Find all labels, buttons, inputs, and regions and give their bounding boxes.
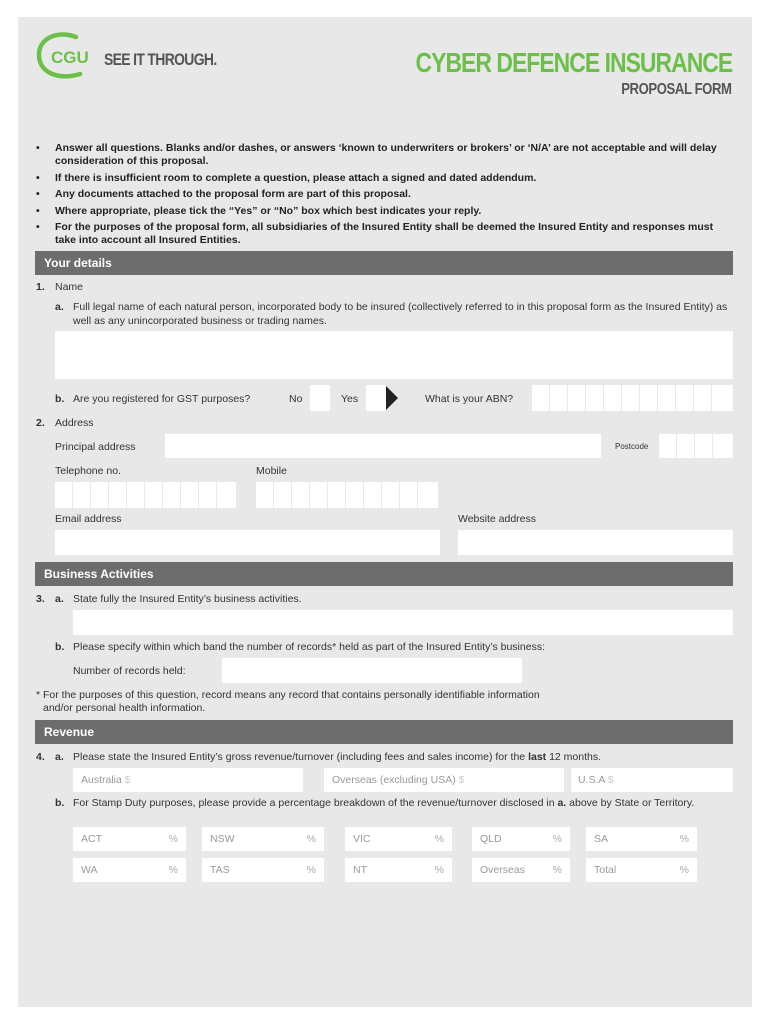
abn-label: What is your ABN? (425, 393, 514, 405)
state-label: QLD (480, 833, 502, 845)
state-label: WA (81, 864, 98, 876)
question-label: Name (55, 281, 84, 293)
state-label: VIC (353, 833, 371, 845)
business-activities-field[interactable] (73, 610, 733, 635)
subquestion-letter: a. (55, 751, 64, 763)
no-label: No (289, 393, 303, 405)
instructions-list (36, 142, 726, 251)
cgu-logo (36, 32, 104, 80)
instruction-item: • Where appropriate, please tick the “Yes” or “No” box which best indicates your reply. (36, 205, 726, 218)
state-label: TAS (210, 864, 230, 876)
footnote: and/or personal health information. (43, 702, 206, 714)
question-text: Full legal name of each natural person, incorporated body to be insured (collectively referred to in this proposal form as the Insured Entity) as well as any unincorporated business or trading names. (73, 301, 728, 327)
percent-sign: % (679, 833, 689, 845)
question-text: Are you registered for GST purposes? (73, 393, 251, 405)
section-header-business-activities: Business Activities (35, 562, 733, 586)
percent-sign: % (679, 864, 689, 876)
records-label: Number of records held: (73, 665, 186, 677)
records-held-field[interactable] (222, 658, 522, 683)
revenue-usa-field[interactable] (571, 768, 733, 792)
state-label: NSW (210, 833, 235, 845)
subquestion-letter: a. (55, 593, 64, 605)
question-number: 3. (36, 593, 45, 605)
website-label: Website address (458, 513, 537, 525)
percent-sign: % (306, 864, 316, 876)
state-field-overseas[interactable] (472, 858, 570, 882)
percent-sign: % (552, 864, 562, 876)
state-field-sa[interactable] (586, 827, 697, 851)
instruction-item: • Answer all questions. Blanks and/or dashes, or answers ‘known to underwriters or brokers’ or ‘N/A’ are not acceptable and will delay consideration of this proposal. (36, 142, 726, 168)
state-field-vic[interactable] (345, 827, 452, 851)
instruction-item: • For the purposes of the proposal form, all subsidiaries of the Insured Entity shall be deemed the Insured Entity and responses must take into account all Insured Entities. (36, 221, 726, 247)
postcode-label: Postcode (615, 442, 649, 451)
state-label: Total (594, 864, 617, 876)
question-number: 2. (36, 417, 45, 429)
usa-label: U.S.A $ (578, 774, 614, 786)
state-label: ACT (81, 833, 102, 845)
australia-label: Australia $ (81, 774, 131, 786)
question-text: State fully the Insured Entity’s business activities. (73, 593, 302, 605)
email-label: Email address (55, 513, 122, 525)
state-label: Overseas (480, 864, 525, 876)
form-subtitle: PROPOSAL FORM (621, 81, 732, 98)
brand-slogan: SEE IT THROUGH. (104, 50, 217, 69)
mobile-label: Mobile (256, 465, 287, 477)
revenue-australia-field[interactable] (73, 768, 303, 792)
section-header-revenue: Revenue (35, 720, 733, 744)
telephone-label: Telephone no. (55, 465, 121, 477)
email-field[interactable] (55, 530, 440, 555)
subquestion-letter: b. (55, 797, 65, 809)
instruction-item: • If there is insufficient room to complete a question, please attach a signed and dated addendum. (36, 172, 726, 185)
subquestion-letter: a. (55, 301, 64, 313)
gst-no-checkbox[interactable] (310, 385, 330, 411)
revenue-overseas-field[interactable] (324, 768, 564, 792)
subquestion-letter: b. (55, 641, 65, 653)
arrow-right-icon (385, 386, 399, 410)
form-page (18, 17, 752, 1007)
section-header-your-details: Your details (35, 251, 733, 275)
state-field-total[interactable] (586, 858, 697, 882)
principal-address-label: Principal address (55, 441, 136, 453)
question-text: Please specify within which band the number of records* held as part of the Insured Entity’s business: (73, 641, 545, 653)
instruction-item: • Any documents attached to the proposal form are part of this proposal. (36, 188, 726, 201)
form-title: CYBER DEFENCE INSURANCE (415, 47, 732, 78)
gst-yes-checkbox[interactable] (366, 385, 386, 411)
yes-label: Yes (341, 393, 359, 405)
percent-sign: % (434, 833, 444, 845)
overseas-label: Overseas (excluding USA) $ (332, 774, 465, 786)
state-label: SA (594, 833, 609, 845)
question-text: For Stamp Duty purposes, please provide a percentage breakdown of the revenue/turnover disclosed in a. above by State or Territory. (73, 797, 695, 809)
state-field-wa[interactable] (73, 858, 186, 882)
state-field-act[interactable] (73, 827, 186, 851)
percent-sign: % (306, 833, 316, 845)
state-field-tas[interactable] (202, 858, 324, 882)
state-field-qld[interactable] (472, 827, 570, 851)
logo-text: CGU (51, 48, 89, 67)
footnote: * For the purposes of this question, record means any record that contains personally identifiable information (36, 689, 540, 701)
percent-sign: % (168, 864, 178, 876)
insured-entity-name-field[interactable] (55, 331, 733, 379)
state-label: NT (353, 864, 367, 876)
principal-address-field[interactable] (165, 434, 601, 458)
question-text: Please state the Insured Entity’s gross revenue/turnover (including fees and sales income) for the last 12 months. (73, 751, 602, 763)
subquestion-letter: b. (55, 393, 65, 405)
question-number: 4. (36, 751, 45, 763)
question-label: Address (55, 417, 94, 429)
state-field-nt[interactable] (345, 858, 452, 882)
question-number: 1. (36, 281, 45, 293)
percent-sign: % (168, 833, 178, 845)
state-field-nsw[interactable] (202, 827, 324, 851)
website-field[interactable] (458, 530, 733, 555)
percent-sign: % (434, 864, 444, 876)
percent-sign: % (552, 833, 562, 845)
